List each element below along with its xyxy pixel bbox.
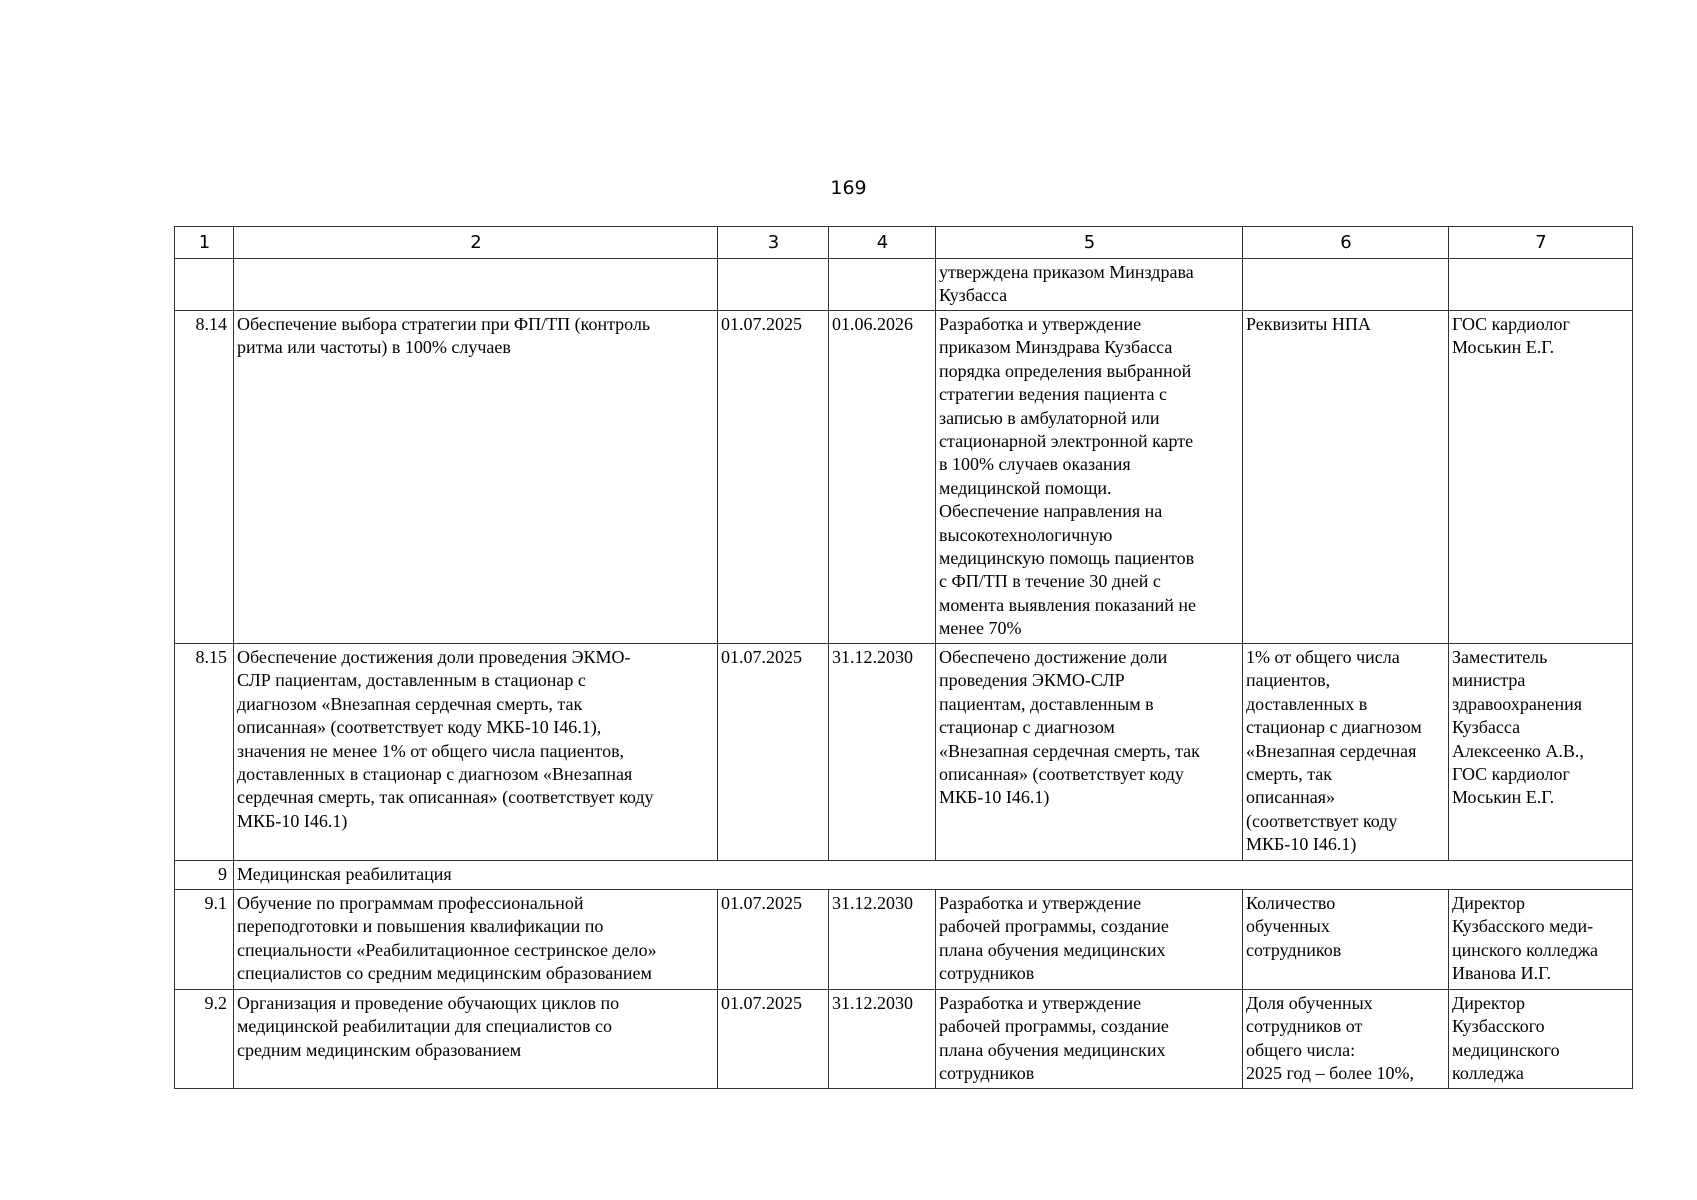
table-row-continuation [175, 259, 1633, 311]
cell-text-line: сотрудников [939, 963, 1035, 984]
cell-number: 8.14 [175, 311, 234, 644]
cell-activity [234, 890, 718, 990]
table-row [175, 311, 1633, 644]
cell-text-line: Директор [1452, 993, 1526, 1013]
cell-number: 9.1 [175, 890, 234, 990]
cell-start-date: 01.07.2025 [718, 890, 829, 990]
cell-text-line: МКБ-10 I46.1) [939, 787, 1050, 808]
cell-text-line: Директор [1452, 893, 1526, 913]
column-header: 3 [718, 227, 829, 259]
cell-text-line: медицинскую помощь пациентов [939, 548, 1195, 569]
cell-text-line: доставленных в [1246, 693, 1368, 714]
cell-text-line: утверждена приказом Минздрава [939, 262, 1194, 282]
cell-text-line: диагнозом «Внезапная сердечная смерть, так [237, 693, 583, 714]
cell-responsible [1449, 311, 1633, 644]
section-row [175, 861, 1633, 890]
column-header: 7 [1449, 227, 1633, 259]
cell-indicator [1243, 311, 1449, 644]
cell-text-line: менее 70% [939, 618, 1022, 639]
cell-text-line: рабочей программы, создание [939, 1016, 1169, 1037]
section-title: Медицинская реабилитация [234, 861, 1633, 890]
cell-end-date [829, 259, 936, 311]
cell-text-line: Кузбасса [1452, 717, 1521, 738]
cell-result [936, 259, 1243, 311]
cell-text-line: записью в амбулаторной или [939, 407, 1160, 428]
cell-text-line: Количество [1246, 893, 1336, 913]
cell-text-line: проведения ЭКМО-СЛР [939, 670, 1125, 691]
cell-text-line: пациентам, доставленным в [939, 693, 1154, 714]
cell-text-line: Обеспечение выбора стратегии при ФП/ТП (контроль [237, 314, 651, 334]
cell-text-line: «Внезапная сердечная [1246, 740, 1417, 761]
cell-text-line: Разработка и утверждение [939, 893, 1142, 913]
cell-text-line: МКБ-10 I46.1) [1246, 834, 1357, 855]
cell-text-line: цинского колледжа [1452, 939, 1599, 960]
cell-text-line: средним медицинским образованием [237, 1039, 522, 1060]
cell-activity [234, 990, 718, 1089]
cell-number: 9.2 [175, 990, 234, 1089]
cell-start-date: 01.07.2025 [718, 644, 829, 861]
cell-text-line: министра [1452, 670, 1526, 691]
cell-text-line: Кузбасса [939, 285, 1008, 306]
cell-text-line: Кузбасского [1452, 1016, 1545, 1037]
cell-text-line: значения не менее 1% от общего числа пациентов, [237, 740, 625, 761]
plan-table [174, 226, 1633, 1089]
cell-responsible [1449, 890, 1633, 990]
column-header: 6 [1243, 227, 1449, 259]
cell-text-line: 1% от общего числа [1246, 647, 1400, 667]
cell-text-line: рабочей программы, создание [939, 916, 1169, 937]
cell-indicator [1243, 259, 1449, 311]
cell-text-line: сотрудников [939, 1063, 1035, 1084]
cell-indicator [1243, 644, 1449, 861]
cell-text-line: стационарной электронной карте [939, 431, 1194, 452]
cell-text-line: высокотехнологичную [939, 524, 1113, 545]
cell-text-line: стратегии ведения пациента с [939, 384, 1168, 405]
cell-text-line: СЛР пациентам, доставленным в стационар с [237, 670, 586, 691]
cell-start-date [718, 259, 829, 311]
cell-activity [234, 259, 718, 311]
cell-text-line: специальности «Реабилитационное сестринское дело» [237, 939, 657, 960]
cell-text-line: описанная» [1246, 787, 1335, 808]
cell-text-line: здравоохранения [1452, 693, 1583, 714]
cell-start-date: 01.07.2025 [718, 990, 829, 1089]
cell-text-line: стационар с диагнозом [1246, 717, 1422, 738]
column-header: 4 [829, 227, 936, 259]
cell-text-line: Моськин Е.Г. [1452, 787, 1555, 808]
table-row [175, 990, 1633, 1089]
cell-text-line: МКБ-10 I46.1) [237, 810, 348, 831]
cell-responsible [1449, 644, 1633, 861]
cell-indicator [1243, 990, 1449, 1089]
cell-text-line: специалистов со средним медицинским образованием [237, 963, 652, 984]
cell-text-line: Реквизиты НПА [1246, 314, 1371, 334]
cell-text-line: Моськин Е.Г. [1452, 337, 1555, 358]
cell-text-line: порядка определения выбранной [939, 360, 1192, 381]
column-header: 5 [936, 227, 1243, 259]
table-row [175, 644, 1633, 861]
cell-responsible [1449, 990, 1633, 1089]
cell-text-line: медицинской реабилитации для специалистов со [237, 1016, 613, 1037]
cell-text-line: Организация и проведение обучающих циклов по [237, 993, 620, 1013]
cell-text-line: сердечная смерть, так описанная» (соответствует коду [237, 787, 654, 808]
cell-text-line: Кузбасского меди- [1452, 916, 1594, 937]
cell-text-line: описанная» (соответствует коду МКБ-10 I46.1), [237, 717, 602, 738]
cell-text-line: сотрудников [1246, 939, 1342, 960]
cell-text-line: плана обучения медицинских [939, 1039, 1166, 1060]
cell-text-line: Разработка и утверждение [939, 314, 1142, 334]
cell-activity [234, 644, 718, 861]
cell-activity [234, 311, 718, 644]
cell-start-date: 01.07.2025 [718, 311, 829, 644]
cell-indicator [1243, 890, 1449, 990]
column-header: 2 [234, 227, 718, 259]
cell-text-line: «Внезапная сердечная смерть, так [939, 740, 1200, 761]
cell-end-date: 31.12.2030 [829, 990, 936, 1089]
cell-text-line: обученных [1246, 916, 1330, 937]
cell-result [936, 311, 1243, 644]
cell-text-line: (соответствует коду [1246, 810, 1398, 831]
cell-text-line: сотрудников от [1246, 1016, 1363, 1037]
cell-text-line: Разработка и утверждение [939, 993, 1142, 1013]
cell-number: 9 [175, 861, 234, 890]
cell-text-line: Обеспечение направления на [939, 501, 1163, 522]
cell-text-line: ГОС кардиолог [1452, 764, 1570, 785]
cell-end-date: 31.12.2030 [829, 644, 936, 861]
cell-responsible [1449, 259, 1633, 311]
cell-text-line: плана обучения медицинских [939, 939, 1166, 960]
cell-text-line: приказом Минздрава Кузбасса [939, 337, 1173, 358]
page-number: 169 [830, 177, 867, 199]
cell-text-line: с ФП/ТП в течение 30 дней с [939, 571, 1161, 592]
cell-text-line: Алексеенко А.В., [1452, 740, 1584, 761]
cell-end-date: 31.12.2030 [829, 890, 936, 990]
cell-text-line: Обеспечено достижение доли [939, 647, 1168, 667]
cell-text-line: колледжа [1452, 1063, 1524, 1084]
cell-text-line: медицинского [1452, 1039, 1560, 1060]
cell-result [936, 990, 1243, 1089]
table-row [175, 890, 1633, 990]
cell-text-line: Иванова И.Г. [1452, 963, 1552, 984]
cell-text-line: пациентов, [1246, 670, 1331, 691]
cell-text-line: описанная» (соответствует коду [939, 764, 1184, 785]
cell-text-line: Доля обученных [1246, 993, 1373, 1013]
column-header: 1 [175, 227, 234, 259]
cell-text-line: ГОС кардиолог [1452, 314, 1570, 334]
cell-text-line: медицинской помощи. [939, 477, 1112, 498]
cell-number: 8.15 [175, 644, 234, 861]
cell-number [175, 259, 234, 311]
cell-text-line: момента выявления показаний не [939, 594, 1197, 615]
cell-text-line: ритма или частоты) в 100% случаев [237, 337, 511, 358]
cell-text-line: Заместитель [1452, 647, 1548, 667]
cell-result [936, 890, 1243, 990]
cell-text-line: Обеспечение достижения доли проведения ЭКМО- [237, 647, 631, 667]
table-header-row [175, 227, 1633, 259]
cell-text-line: 2025 год – более 10%, [1246, 1063, 1414, 1084]
cell-text-line: Обучение по программам профессиональной [237, 893, 584, 913]
cell-text-line: переподготовки и повышения квалификации по [237, 916, 604, 937]
cell-text-line: общего числа: [1246, 1039, 1356, 1060]
cell-text-line: смерть, так [1246, 764, 1333, 785]
cell-result [936, 644, 1243, 861]
cell-end-date: 01.06.2026 [829, 311, 936, 644]
cell-text-line: стационар с диагнозом [939, 717, 1115, 738]
cell-text-line: доставленных в стационар с диагнозом «Внезапная [237, 764, 633, 785]
cell-text-line: в 100% случаев оказания [939, 454, 1131, 475]
